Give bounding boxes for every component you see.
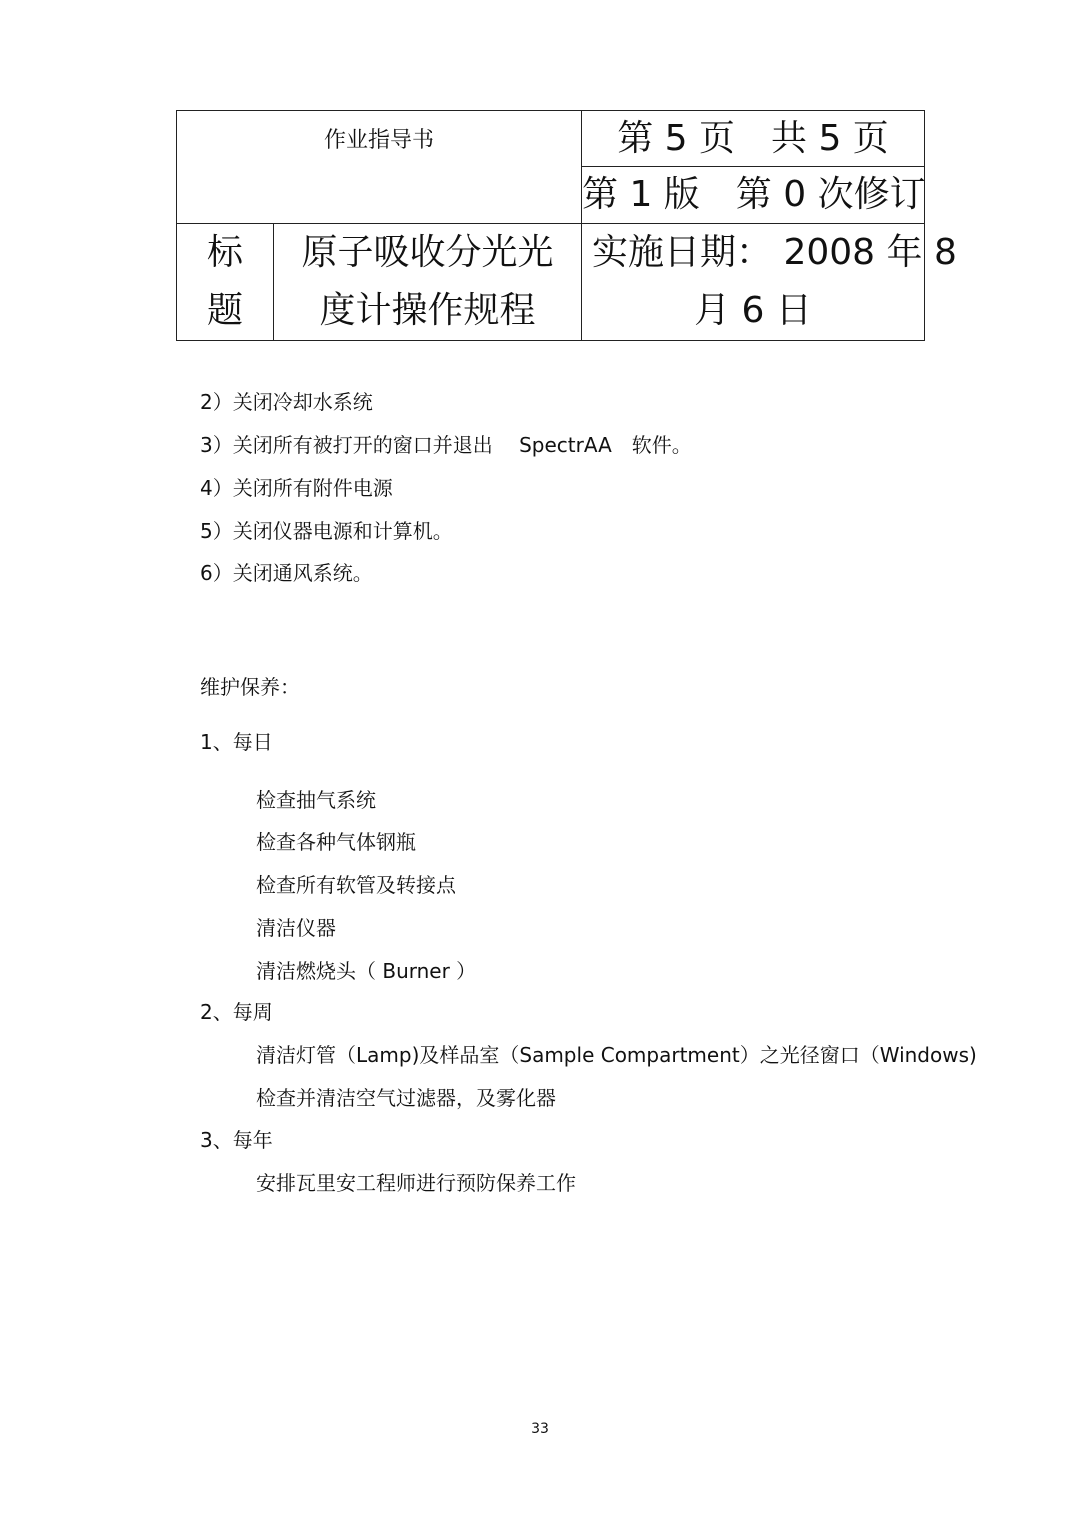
page-info-cell (582, 111, 925, 167)
title-line1: 原子吸收分光光 (301, 232, 554, 273)
step-item: 2）关闭冷却水系统 (200, 390, 373, 414)
effective-date-cell (582, 224, 957, 341)
daily-label: 1、每日 (200, 730, 273, 754)
maintenance-heading: 维护保养： (200, 675, 300, 699)
version-info-cell (582, 167, 925, 224)
doc-type: 作业指导书 (324, 128, 435, 153)
title-label-line2: 题 (206, 290, 243, 331)
effective-date-line2: 月 6 日 (694, 290, 812, 331)
version-info: 第 1 版 第 0 次修订 (582, 174, 926, 216)
weekly-item: 检查并清洁空气过滤器，及雾化器 (256, 1086, 556, 1110)
title-cell (274, 224, 582, 341)
step-item: 5）关闭仪器电源和计算机。 (200, 519, 453, 543)
daily-item: 检查所有软管及转接点 (256, 873, 456, 897)
weekly-item: 清洁灯管（Lamp)及样品室（Sample Compartment）之光径窗口（Windows) (256, 1043, 977, 1067)
yearly-item: 安排瓦里安工程师进行预防保养工作 (256, 1171, 576, 1195)
yearly-label: 3、每年 (200, 1128, 273, 1152)
daily-item: 清洁燃烧头（ Burner ） (256, 959, 477, 983)
title-line2: 度计操作规程 (319, 290, 536, 331)
step-item: 3）关闭所有被打开的窗口并退出 SpectrAA 软件。 (200, 433, 692, 457)
weekly-label: 2、每周 (200, 1000, 273, 1024)
header-table (176, 110, 957, 341)
page-info: 第 5 页 共 5 页 (617, 117, 889, 159)
daily-item: 检查抽气系统 (256, 788, 376, 812)
step-item: 6）关闭通风系统。 (200, 561, 373, 585)
title-label-cell (177, 224, 274, 341)
page-number: 33 (531, 1421, 549, 1437)
daily-item: 检查各种气体钢瓶 (256, 830, 416, 854)
daily-item: 清洁仪器 (256, 916, 336, 940)
title-label-line1: 标 (206, 232, 243, 273)
step-item: 4）关闭所有附件电源 (200, 476, 393, 500)
effective-date-line1: 实施日期： 2008 年 8 (592, 232, 957, 273)
doc-type-cell (177, 111, 582, 224)
